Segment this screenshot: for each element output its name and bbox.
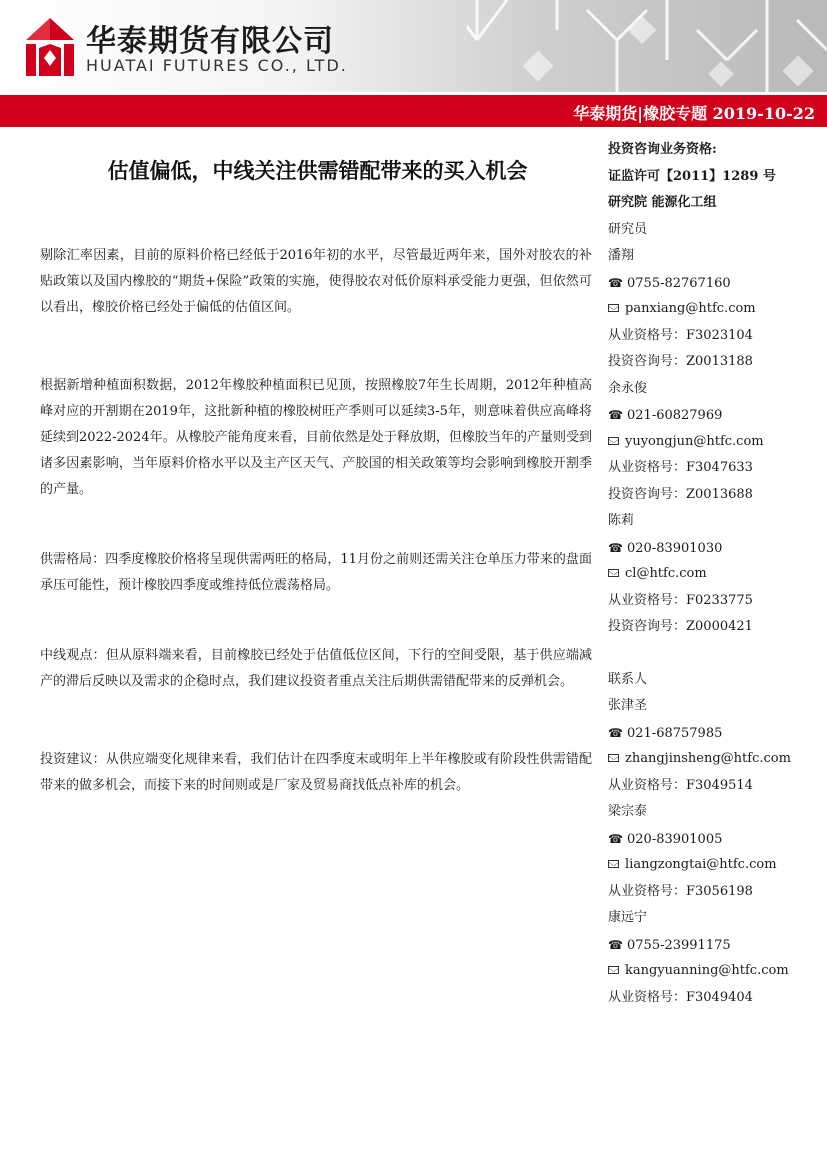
email-address[interactable]: zhangjinsheng@htfc.com <box>625 751 791 766</box>
phone-number: 020-83901030 <box>627 540 723 556</box>
email-address[interactable]: yuyongjun@htfc.com <box>625 433 764 449</box>
qualification-number: 从业资格号：F3047633 <box>608 460 753 475</box>
company-name-cn: 华泰期货有限公司 <box>86 24 334 59</box>
company-name-en: HUATAI FUTURES CO., LTD. <box>86 56 348 75</box>
paragraph-midterm-view: 中线观点：但从原料端来看，目前橡胶已经处于估值低位区间，下行的空间受限，基于供应端减产的滞后反映以及需求的企稳时点，我们建议投资者重点关注后期供需错配带来的反弹机会。 <box>40 648 592 689</box>
phone-number: 0755-82767160 <box>627 275 731 291</box>
qualification-heading: 投资咨询业务资格: <box>608 142 717 157</box>
paragraph-supply-demand: 供需格局：四季度橡胶价格将呈现供需两旺的格局，11月份之前则还需关注仓单压力带来的盘面承压可能性，预计橡胶四季度或维持低位震荡格局。 <box>40 552 592 593</box>
email-address[interactable]: liangzongtai@htfc.com <box>625 857 777 872</box>
paragraph-investment-advice: 投资建议：从供应端变化规律来看，我们估计在四季度末或明年上半年橡胶或有阶段性供需错配带来的做多机会，而接下来的时间则或是厂家及贸易商找低点补库的机会。 <box>40 752 592 793</box>
qualification-number: 从业资格号：F0233775 <box>608 592 753 608</box>
mail-icon <box>608 304 619 312</box>
phone-number: 021-68757985 <box>627 725 723 741</box>
contact-phone <box>608 829 823 856</box>
consulting-number: 投资咨询号：Z0000421 <box>608 619 753 634</box>
phone-number: 021-60827969 <box>627 408 723 423</box>
contact-phone <box>608 935 823 962</box>
mail-icon <box>608 966 619 974</box>
phone-icon: ☎ <box>608 408 623 422</box>
phone-icon: ☎ <box>608 831 623 846</box>
report-body <box>40 243 592 799</box>
huatai-logo-icon <box>26 18 74 76</box>
consulting-number: 投资咨询号：Z0013688 <box>608 486 753 502</box>
qualification-number: 从业资格号：F3023104 <box>608 327 753 343</box>
mail-icon <box>608 569 619 577</box>
contact-email <box>608 749 823 776</box>
institute-name: 研究院 能源化工组 <box>608 195 717 210</box>
researcher-name: 余永俊 <box>608 380 648 396</box>
contact-name: 张津圣 <box>608 698 648 713</box>
researcher-label: 研究员 <box>608 221 648 237</box>
email-address[interactable]: kangyuanning@htfc.com <box>625 963 789 978</box>
report-banner <box>0 95 827 127</box>
phone-icon: ☎ <box>608 937 623 952</box>
researcher-email <box>608 299 823 326</box>
email-address[interactable]: cl@htfc.com <box>625 566 707 581</box>
contact-email <box>608 961 823 988</box>
mail-icon <box>608 754 619 762</box>
contact-email <box>608 855 823 882</box>
consulting-number: 投资咨询号：Z0013188 <box>608 354 753 369</box>
researcher-email <box>608 564 823 591</box>
qualification-number: 从业资格号：F3056198 <box>608 883 753 899</box>
phone-number: 020-83901005 <box>627 831 723 847</box>
phone-number: 0755-23991175 <box>627 937 731 953</box>
researcher-name: 潘翔 <box>608 248 635 263</box>
researcher-phone <box>608 273 823 300</box>
researcher-phone <box>608 538 823 565</box>
header-decoration <box>467 0 827 92</box>
phone-icon: ☎ <box>608 275 623 290</box>
qualification-number: 从业资格号：F3049514 <box>608 777 753 793</box>
qualification-number: 从业资格号：F3049404 <box>608 989 753 1005</box>
researcher-name: 陈莉 <box>608 513 635 528</box>
mail-icon <box>608 860 619 868</box>
header-band <box>0 0 827 92</box>
email-address[interactable]: panxiang@htfc.com <box>625 301 756 316</box>
contact-phone <box>608 723 823 750</box>
contact-label: 联系人 <box>608 671 648 687</box>
researcher-email <box>608 432 823 459</box>
contact-name: 康远宁 <box>608 910 648 925</box>
phone-icon: ☎ <box>608 540 623 555</box>
mail-icon <box>608 437 619 445</box>
analyst-sidebar <box>608 140 823 1014</box>
paragraph-valuation: 剔除汇率因素，目前的原料价格已经低于2016年初的水平，尽管最近两年来，国外对胶农的补贴政策以及国内橡胶的“期货+保险”政策的实施，使得胶农对低价原料承受能力更强，但依然可以看出，橡胶价格已经处于偏低的估值区间。 <box>40 248 592 315</box>
contact-name: 梁宗泰 <box>608 804 648 819</box>
researcher-phone <box>608 405 823 432</box>
report-banner-text: 华泰期货|橡胶专题 2019-10-22 <box>573 104 815 123</box>
paragraph-capacity: 根据新增种植面积数据，2012年橡胶种植面积已见顶，按照橡胶7年生长周期，2012年种植高峰对应的开割期在2019年，这批新种植的橡胶树旺产季则可以延续3-5年，则意味着供应高峰将延续到2022-2024年。从橡胶产能角度来看，目前依然是处于释放期，但橡胶当年的产量则受到诸多因素影响，当年原料价格水平以及主产区天气、产胶国的相关政策等均会影响到橡胶开割季的产量。 <box>40 378 592 497</box>
license-number: 证监许可【2011】1289 号 <box>608 168 776 184</box>
phone-icon: ☎ <box>608 725 623 740</box>
report-title: 估值偏低，中线关注供需错配带来的买入机会 <box>107 159 528 183</box>
